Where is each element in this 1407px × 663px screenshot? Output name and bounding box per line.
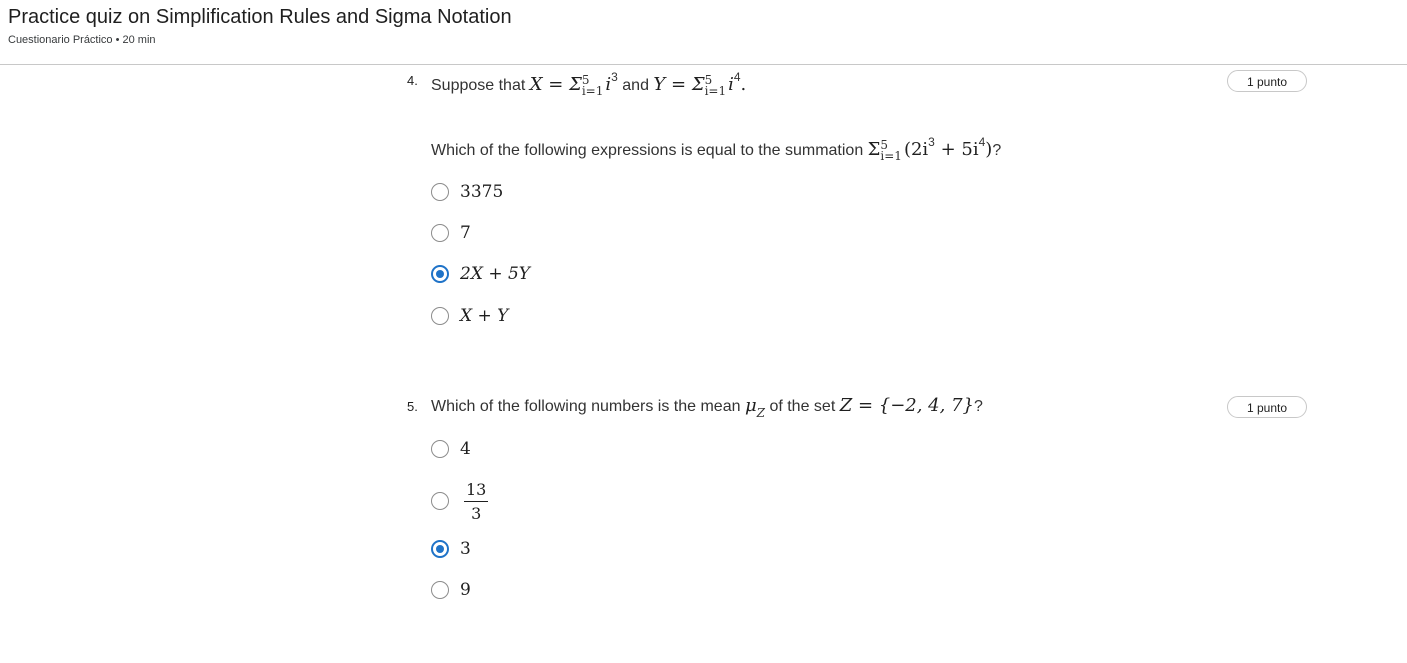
question-5-number: 5.	[407, 399, 418, 414]
q4-text-a1: Suppose that	[431, 77, 526, 94]
option-label: X + Y	[460, 306, 509, 326]
sigma-limits: 5 i=1	[581, 72, 604, 98]
option-label: 9	[460, 580, 471, 600]
radio-button-selected[interactable]	[431, 265, 449, 283]
option-label: 3375	[460, 182, 504, 202]
radio-button[interactable]	[431, 440, 449, 458]
question-4-points-badge: 1 punto	[1227, 70, 1307, 92]
q4-option-3[interactable]	[431, 263, 530, 285]
radio-button-selected[interactable]	[431, 540, 449, 558]
q5-option-4[interactable]	[431, 579, 471, 601]
option-label: 4	[460, 439, 471, 459]
q5-option-1[interactable]	[431, 438, 471, 460]
radio-button[interactable]	[431, 492, 449, 510]
quiz-header	[0, 0, 1407, 65]
radio-button[interactable]	[431, 581, 449, 599]
q4-option-4[interactable]	[431, 305, 508, 327]
exponent: 3	[611, 70, 618, 84]
question-4-subprompt: Which of the following expressions is equal to the summation Σ 5 i=1 $(2i^3 + 5i^4)$?	[431, 135, 1002, 163]
fraction-label: $\frac{13}{3}$	[466, 479, 487, 523]
q4-text-b1: Which of the following expressions is equal to the summation	[431, 142, 864, 159]
quiz-subtitle: Cuestionario Práctico • 20 min	[8, 34, 156, 46]
mean-symbol: μ	[744, 395, 757, 416]
q4-option-1[interactable]	[431, 181, 503, 203]
question-4-number: 4.	[407, 73, 418, 88]
question-5-prompt: Which of the following numbers is the mean $\mu_Z$ of the set Z = {−2, 4, 7}?	[431, 395, 983, 420]
q4-option-2[interactable]	[431, 222, 471, 244]
radio-button[interactable]	[431, 307, 449, 325]
set-definition: Z = {−2, 4, 7}	[839, 395, 974, 416]
option-label: 7	[460, 223, 471, 243]
question-5-points-badge: 1 punto	[1227, 396, 1307, 418]
q4-x-definition: X = Σ	[529, 74, 582, 95]
q5-option-2[interactable]	[431, 479, 488, 523]
radio-button[interactable]	[431, 224, 449, 242]
q4-y-definition: Y = Σ	[653, 74, 705, 95]
exponent: 4	[733, 70, 741, 84]
q5-option-3[interactable]	[431, 538, 471, 560]
sigma-limits: 5 i=1	[880, 137, 902, 163]
q4-text-a2: and	[622, 77, 649, 94]
option-label: 2X + 5Y	[460, 264, 531, 284]
radio-button[interactable]	[431, 183, 449, 201]
question-4-prompt: Suppose that X = Σ 5 i=1 $i^3$ and Y = Σ 5 i=1 $i^4$.	[431, 70, 747, 98]
page-title: Practice quiz on Simplification Rules and Sigma Notation	[8, 6, 512, 28]
sigma-limits: 5 i=1	[704, 72, 727, 98]
option-label: 3	[460, 539, 471, 559]
summation-sign: Σ	[867, 139, 881, 160]
